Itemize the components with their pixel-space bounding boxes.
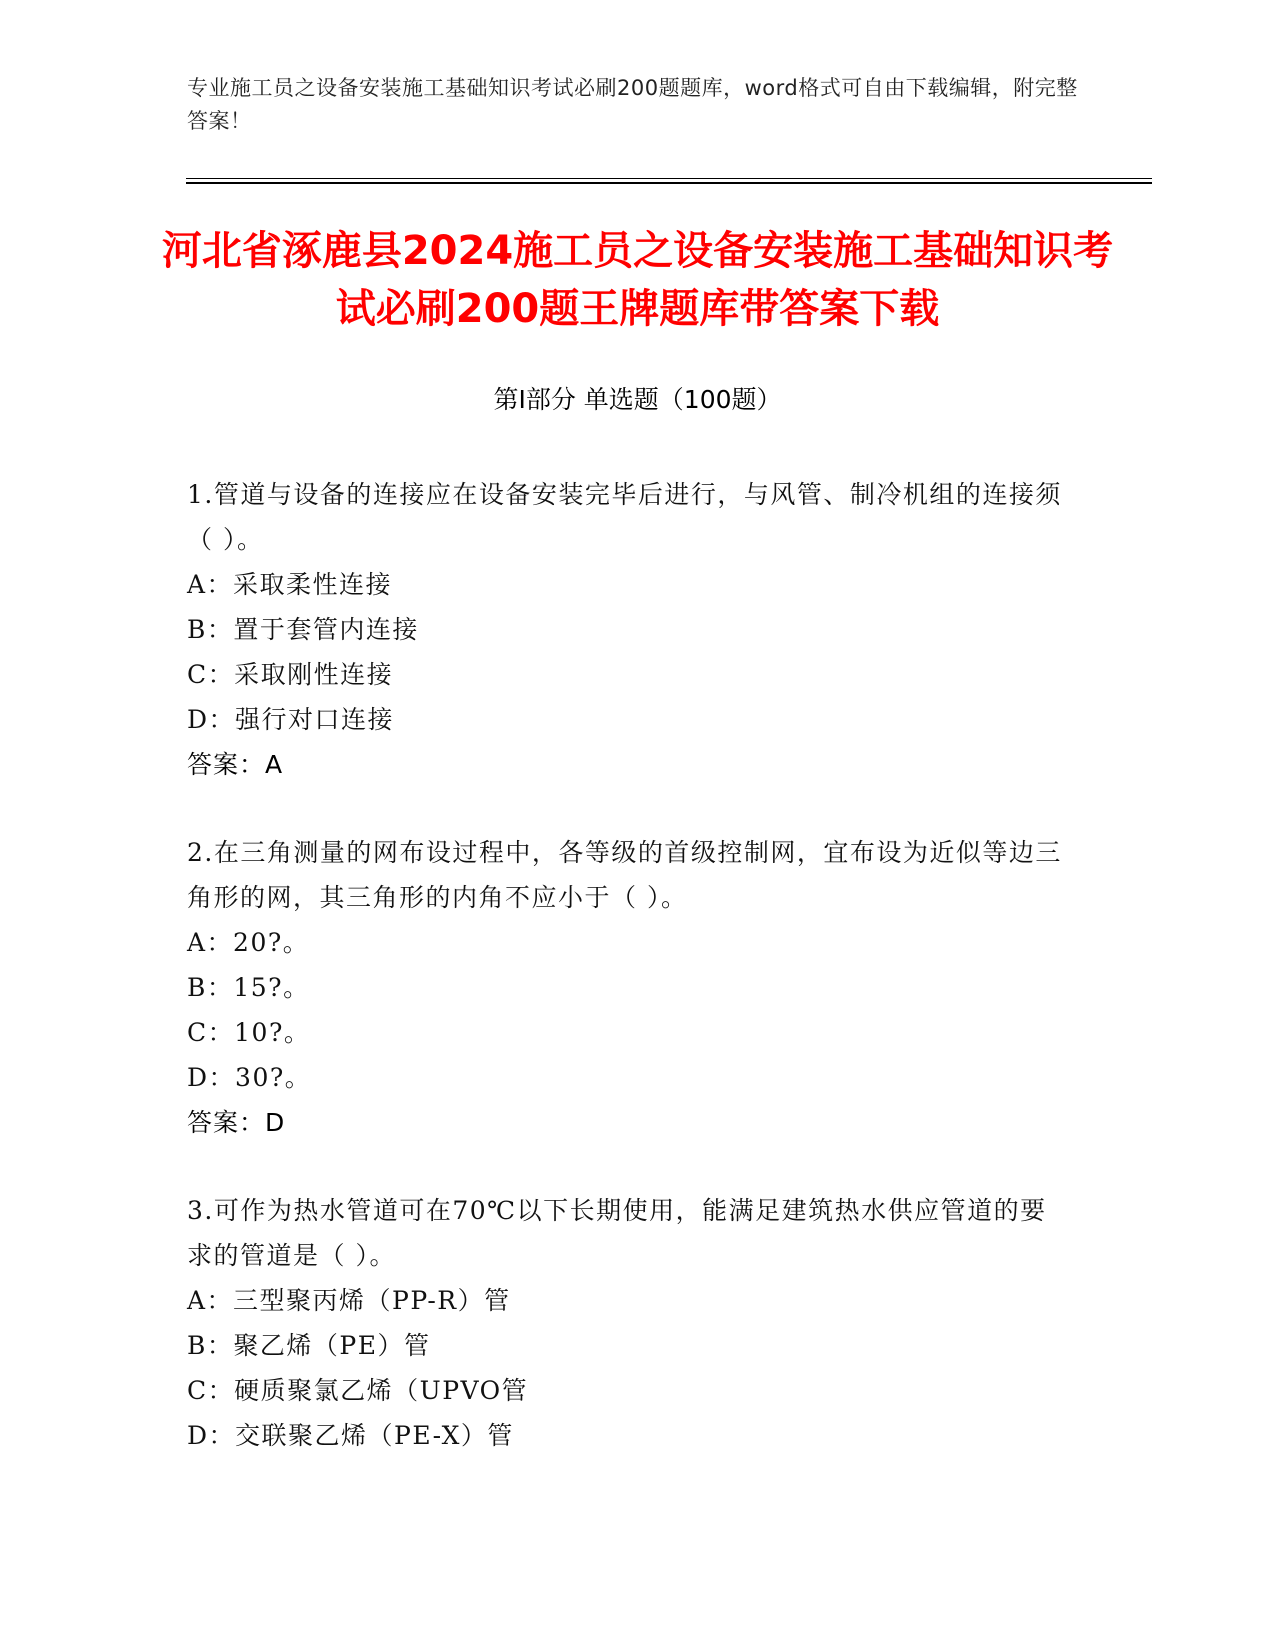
option-d: D：交联聚乙烯（PE-X）管 xyxy=(187,1421,514,1450)
option-b: B：15?。 xyxy=(187,973,310,1002)
answer: 答案：D xyxy=(187,1108,286,1137)
question-text: 1.管道与设备的连接应在设备安装完毕后进行，与风管、制冷机组的连接须（ ）。 xyxy=(187,480,1062,554)
question-3 xyxy=(187,1188,1067,1458)
document-title: 河北省涿鹿县2024施工员之设备安装施工基础知识考试必刷200题王牌题库带答案下载 xyxy=(161,228,1114,332)
question-list xyxy=(187,472,1067,1500)
option-a: A：采取柔性连接 xyxy=(187,570,393,599)
option-c: C：硬质聚氯乙烯（UPVO管 xyxy=(187,1376,529,1405)
question-1 xyxy=(187,472,1067,788)
header-note: 专业施工员之设备安装施工基础知识考试必刷200题题库，word格式可自由下载编辑，附完整答案！ xyxy=(187,76,1078,133)
question-text: 3.可作为热水管道可在70℃以下长期使用，能满足建筑热水供应管道的要求的管道是（ ）。 xyxy=(187,1196,1047,1270)
option-a: A：三型聚丙烯（PP-R）管 xyxy=(187,1286,511,1315)
header-rule-thick xyxy=(186,182,1152,184)
option-d: D：强行对口连接 xyxy=(187,705,395,734)
option-d: D：30?。 xyxy=(187,1063,312,1092)
answer: 答案：A xyxy=(187,750,284,779)
option-b: B：聚乙烯（PE）管 xyxy=(187,1331,431,1360)
option-c: C：10?。 xyxy=(187,1018,311,1047)
header-rule-thin xyxy=(186,178,1152,179)
question-2 xyxy=(187,830,1067,1146)
option-c: C：采取刚性连接 xyxy=(187,660,394,689)
option-b: B：置于套管内连接 xyxy=(187,615,419,644)
question-text: 2.在三角测量的网布设过程中，各等级的首级控制网，宜布设为近似等边三角形的网，其三角形的内角不应小于（ ）。 xyxy=(187,838,1062,912)
section-title: 第I部分 单选题（100题） xyxy=(493,385,782,414)
option-a: A：20?。 xyxy=(187,928,310,957)
